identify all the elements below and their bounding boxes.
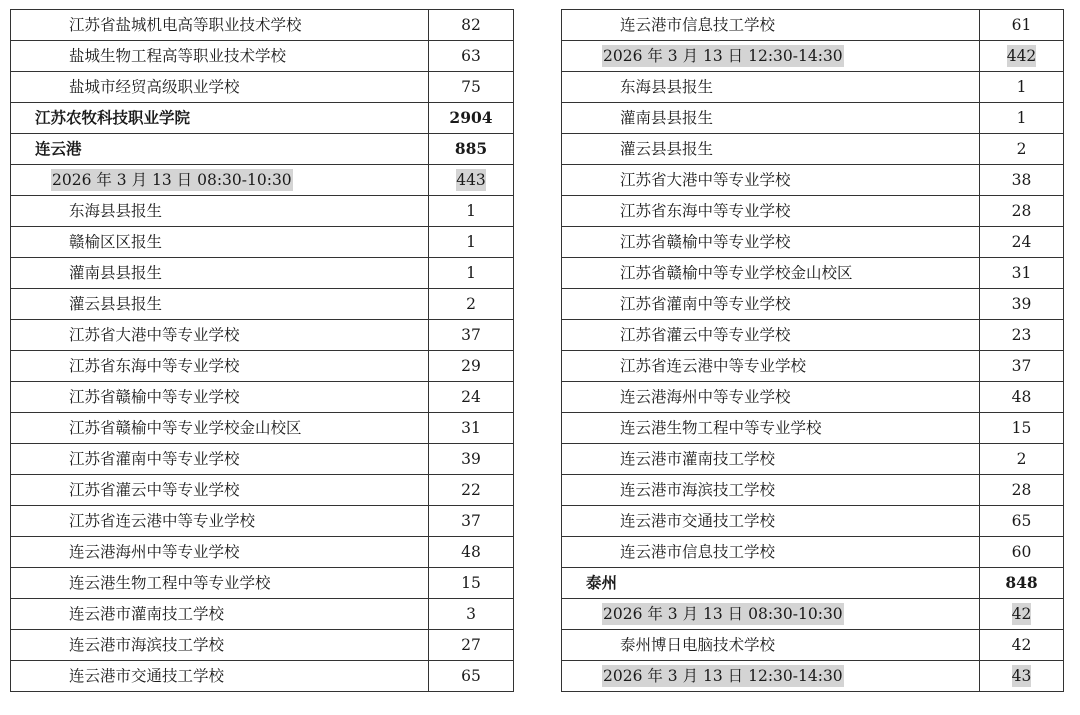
school-count-cell <box>980 134 1064 165</box>
school-row <box>562 537 1064 568</box>
school-count: 37 <box>461 512 481 530</box>
school-row <box>562 227 1064 258</box>
school-name-cell <box>11 475 429 506</box>
school-count-cell <box>980 537 1064 568</box>
session-row <box>562 661 1064 692</box>
region-row <box>11 134 514 165</box>
school-count: 82 <box>461 16 481 34</box>
school-name-cell <box>11 630 429 661</box>
school-name: 连云港市海滨技工学校 <box>620 481 776 499</box>
school-count: 37 <box>461 326 481 344</box>
session-name: 2026 年 3 月 13 日 12:30-14:30 <box>603 47 843 65</box>
region-count-cell <box>980 568 1064 599</box>
school-row <box>562 72 1064 103</box>
school-row <box>562 630 1064 661</box>
school-name: 连云港市海滨技工学校 <box>69 636 225 654</box>
school-count-cell <box>429 41 514 72</box>
school-row <box>11 630 514 661</box>
school-name: 东海县县报生 <box>69 202 163 220</box>
school-name-cell <box>562 506 980 537</box>
school-row <box>11 72 514 103</box>
school-name-cell <box>562 134 980 165</box>
school-name-cell <box>562 103 980 134</box>
school-count: 28 <box>1011 481 1032 499</box>
session-count-cell <box>429 165 514 196</box>
school-count-cell <box>429 289 514 320</box>
school-count-cell <box>980 320 1064 351</box>
school-name-cell <box>11 10 429 41</box>
school-count-cell <box>429 599 514 630</box>
school-count: 38 <box>1011 171 1032 189</box>
school-name-cell <box>11 444 429 475</box>
school-name-cell <box>562 351 980 382</box>
session-count: 42 <box>1011 605 1032 623</box>
school-count: 39 <box>1011 295 1032 313</box>
school-name-cell <box>11 196 429 227</box>
region-name: 连云港 <box>35 139 82 158</box>
school-name-cell <box>562 289 980 320</box>
school-count-cell <box>980 227 1064 258</box>
school-count-cell <box>980 413 1064 444</box>
school-row <box>11 320 514 351</box>
school-row <box>11 351 514 382</box>
school-name: 江苏省赣榆中等专业学校金山校区 <box>69 419 302 437</box>
school-name-cell <box>11 351 429 382</box>
school-count-cell <box>980 289 1064 320</box>
school-name-cell <box>562 320 980 351</box>
school-count: 1 <box>466 264 476 282</box>
school-name: 灌南县县报生 <box>620 109 714 127</box>
school-name: 连云港市交通技工学校 <box>69 667 225 685</box>
session-name: 2026 年 3 月 13 日 12:30-14:30 <box>603 667 843 685</box>
school-count: 63 <box>461 47 481 65</box>
school-count-cell <box>429 506 514 537</box>
school-name: 江苏省盐城机电高等职业技术学校 <box>69 16 302 34</box>
school-name-cell <box>562 196 980 227</box>
school-count: 48 <box>461 543 481 561</box>
school-count: 75 <box>461 78 481 96</box>
school-name-cell <box>11 661 429 692</box>
school-name-cell <box>11 41 429 72</box>
session-name-cell <box>11 165 429 196</box>
school-name: 连云港海州中等专业学校 <box>69 543 240 561</box>
school-name: 灌云县县报生 <box>620 140 714 158</box>
school-count-cell <box>429 227 514 258</box>
session-name-cell <box>562 599 980 630</box>
school-row <box>11 41 514 72</box>
school-name-cell <box>562 444 980 475</box>
school-count-cell <box>429 537 514 568</box>
school-name: 江苏省连云港中等专业学校 <box>69 512 256 530</box>
school-row <box>562 382 1064 413</box>
school-name: 泰州博日电脑技术学校 <box>620 636 776 654</box>
region-count-cell <box>429 134 514 165</box>
school-row <box>562 103 1064 134</box>
school-count-cell <box>980 630 1064 661</box>
school-count-cell <box>429 258 514 289</box>
school-count: 28 <box>1011 202 1032 220</box>
school-row <box>562 506 1064 537</box>
school-count: 23 <box>1011 326 1032 344</box>
school-name: 江苏省灌云中等专业学校 <box>620 326 791 344</box>
school-name-cell <box>562 258 980 289</box>
school-row <box>562 10 1064 41</box>
school-count-cell <box>429 630 514 661</box>
school-row <box>562 134 1064 165</box>
session-name-cell <box>562 661 980 692</box>
school-name-cell <box>11 72 429 103</box>
left-registration-table <box>10 9 514 692</box>
school-count: 29 <box>461 357 481 375</box>
school-row <box>11 289 514 320</box>
school-count: 2 <box>1016 140 1027 158</box>
school-count: 61 <box>1011 16 1032 34</box>
school-name: 灌云县县报生 <box>69 295 163 313</box>
school-count: 65 <box>1011 512 1032 530</box>
school-count: 42 <box>1011 636 1032 654</box>
school-row <box>11 537 514 568</box>
school-name-cell <box>11 599 429 630</box>
session-name: 2026 年 3 月 13 日 08:30-10:30 <box>603 605 843 623</box>
school-row <box>562 258 1064 289</box>
school-name-cell <box>562 382 980 413</box>
school-count-cell <box>980 351 1064 382</box>
school-count-cell <box>980 196 1064 227</box>
school-name: 盐城市经贸高级职业学校 <box>69 78 240 96</box>
school-count: 2 <box>466 295 476 313</box>
session-name-cell <box>562 41 980 72</box>
region-count: 885 <box>454 139 488 158</box>
session-row <box>11 165 514 196</box>
school-name: 江苏省赣榆中等专业学校 <box>69 388 240 406</box>
school-name: 连云港海州中等专业学校 <box>620 388 791 406</box>
school-name: 江苏省东海中等专业学校 <box>69 357 240 375</box>
school-count: 1 <box>1016 109 1027 127</box>
school-name: 江苏省灌云中等专业学校 <box>69 481 240 499</box>
school-name-cell <box>11 289 429 320</box>
session-count: 443 <box>456 171 486 189</box>
school-row <box>562 444 1064 475</box>
school-name-cell <box>562 10 980 41</box>
school-name-cell <box>11 382 429 413</box>
school-name-cell <box>11 568 429 599</box>
school-name: 江苏省赣榆中等专业学校 <box>620 233 791 251</box>
school-row <box>11 475 514 506</box>
school-count-cell <box>429 320 514 351</box>
school-count: 65 <box>461 667 481 685</box>
region-name-cell <box>11 134 429 165</box>
school-count: 15 <box>461 574 481 592</box>
school-row <box>11 227 514 258</box>
session-row <box>562 41 1064 72</box>
school-row <box>11 258 514 289</box>
school-name-cell <box>11 537 429 568</box>
school-name: 东海县县报生 <box>620 78 714 96</box>
school-row <box>11 413 514 444</box>
session-name: 2026 年 3 月 13 日 08:30-10:30 <box>52 171 292 189</box>
school-name: 连云港市灌南技工学校 <box>620 450 776 468</box>
college-count: 2904 <box>449 108 493 127</box>
school-row <box>562 351 1064 382</box>
school-name-cell <box>11 258 429 289</box>
school-count: 31 <box>461 419 481 437</box>
school-name: 江苏省东海中等专业学校 <box>620 202 791 220</box>
college-name: 江苏农牧科技职业学院 <box>35 108 191 127</box>
session-row <box>562 599 1064 630</box>
session-count-cell <box>980 41 1064 72</box>
school-count-cell <box>980 72 1064 103</box>
school-name-cell <box>11 320 429 351</box>
school-count-cell <box>429 661 514 692</box>
school-row <box>562 320 1064 351</box>
school-count: 2 <box>1016 450 1027 468</box>
school-row <box>11 10 514 41</box>
school-name-cell <box>11 227 429 258</box>
school-row <box>562 289 1064 320</box>
school-count-cell <box>429 444 514 475</box>
school-name-cell <box>11 506 429 537</box>
region-count: 848 <box>1005 573 1038 592</box>
school-name: 江苏省灌南中等专业学校 <box>620 295 791 313</box>
school-count-cell <box>980 506 1064 537</box>
school-count: 1 <box>466 233 476 251</box>
school-row <box>562 413 1064 444</box>
school-name-cell <box>562 537 980 568</box>
school-count: 60 <box>1011 543 1032 561</box>
school-count-cell <box>429 72 514 103</box>
school-row <box>11 599 514 630</box>
school-row <box>11 196 514 227</box>
school-name-cell <box>562 165 980 196</box>
right-registration-table <box>561 9 1064 692</box>
school-name: 盐城生物工程高等职业技术学校 <box>69 47 287 65</box>
school-count-cell <box>980 382 1064 413</box>
school-name: 连云港市交通技工学校 <box>620 512 776 530</box>
school-count-cell <box>429 413 514 444</box>
school-name-cell <box>562 413 980 444</box>
college-row <box>11 103 514 134</box>
school-count-cell <box>980 103 1064 134</box>
college-name-cell <box>11 103 429 134</box>
school-count-cell <box>429 351 514 382</box>
school-name: 连云港生物工程中等专业学校 <box>69 574 271 592</box>
school-name: 连云港市灌南技工学校 <box>69 605 225 623</box>
school-count: 31 <box>1011 264 1032 282</box>
school-name: 江苏省大港中等专业学校 <box>620 171 791 189</box>
region-row <box>562 568 1064 599</box>
school-row <box>11 661 514 692</box>
school-name: 江苏省连云港中等专业学校 <box>620 357 807 375</box>
school-count: 15 <box>1011 419 1032 437</box>
college-count-cell <box>429 103 514 134</box>
school-name: 连云港市信息技工学校 <box>620 543 776 561</box>
school-row <box>11 444 514 475</box>
school-count-cell <box>980 10 1064 41</box>
school-name-cell <box>11 413 429 444</box>
school-count-cell <box>980 444 1064 475</box>
school-row <box>562 475 1064 506</box>
school-name: 赣榆区区报生 <box>69 233 163 251</box>
school-row <box>562 196 1064 227</box>
school-count-cell <box>980 258 1064 289</box>
school-name-cell <box>562 475 980 506</box>
session-count: 43 <box>1011 667 1032 685</box>
school-count: 24 <box>461 388 481 406</box>
school-count-cell <box>980 475 1064 506</box>
school-count: 3 <box>466 605 476 623</box>
school-row <box>11 568 514 599</box>
school-name-cell <box>562 227 980 258</box>
school-count-cell <box>429 10 514 41</box>
school-row <box>11 382 514 413</box>
school-count-cell <box>429 568 514 599</box>
school-count-cell <box>980 165 1064 196</box>
school-count: 24 <box>1011 233 1032 251</box>
school-row <box>562 165 1064 196</box>
school-count: 22 <box>461 481 481 499</box>
school-name: 江苏省赣榆中等专业学校金山校区 <box>620 264 853 282</box>
session-count-cell <box>980 599 1064 630</box>
school-count: 48 <box>1011 388 1032 406</box>
school-count: 27 <box>461 636 481 654</box>
school-count: 37 <box>1011 357 1032 375</box>
school-count-cell <box>429 382 514 413</box>
school-count: 1 <box>466 202 476 220</box>
school-row <box>11 506 514 537</box>
school-count-cell <box>429 475 514 506</box>
region-name-cell <box>562 568 980 599</box>
school-name: 江苏省大港中等专业学校 <box>69 326 240 344</box>
school-name: 连云港市信息技工学校 <box>620 16 776 34</box>
school-count: 1 <box>1016 78 1027 96</box>
school-name: 江苏省灌南中等专业学校 <box>69 450 240 468</box>
session-count: 442 <box>1006 47 1037 65</box>
school-name: 灌南县县报生 <box>69 264 163 282</box>
school-name-cell <box>562 72 980 103</box>
region-name: 泰州 <box>586 573 618 592</box>
school-count: 39 <box>461 450 481 468</box>
school-name-cell <box>562 630 980 661</box>
school-name: 连云港生物工程中等专业学校 <box>620 419 822 437</box>
school-count-cell <box>429 196 514 227</box>
session-count-cell <box>980 661 1064 692</box>
